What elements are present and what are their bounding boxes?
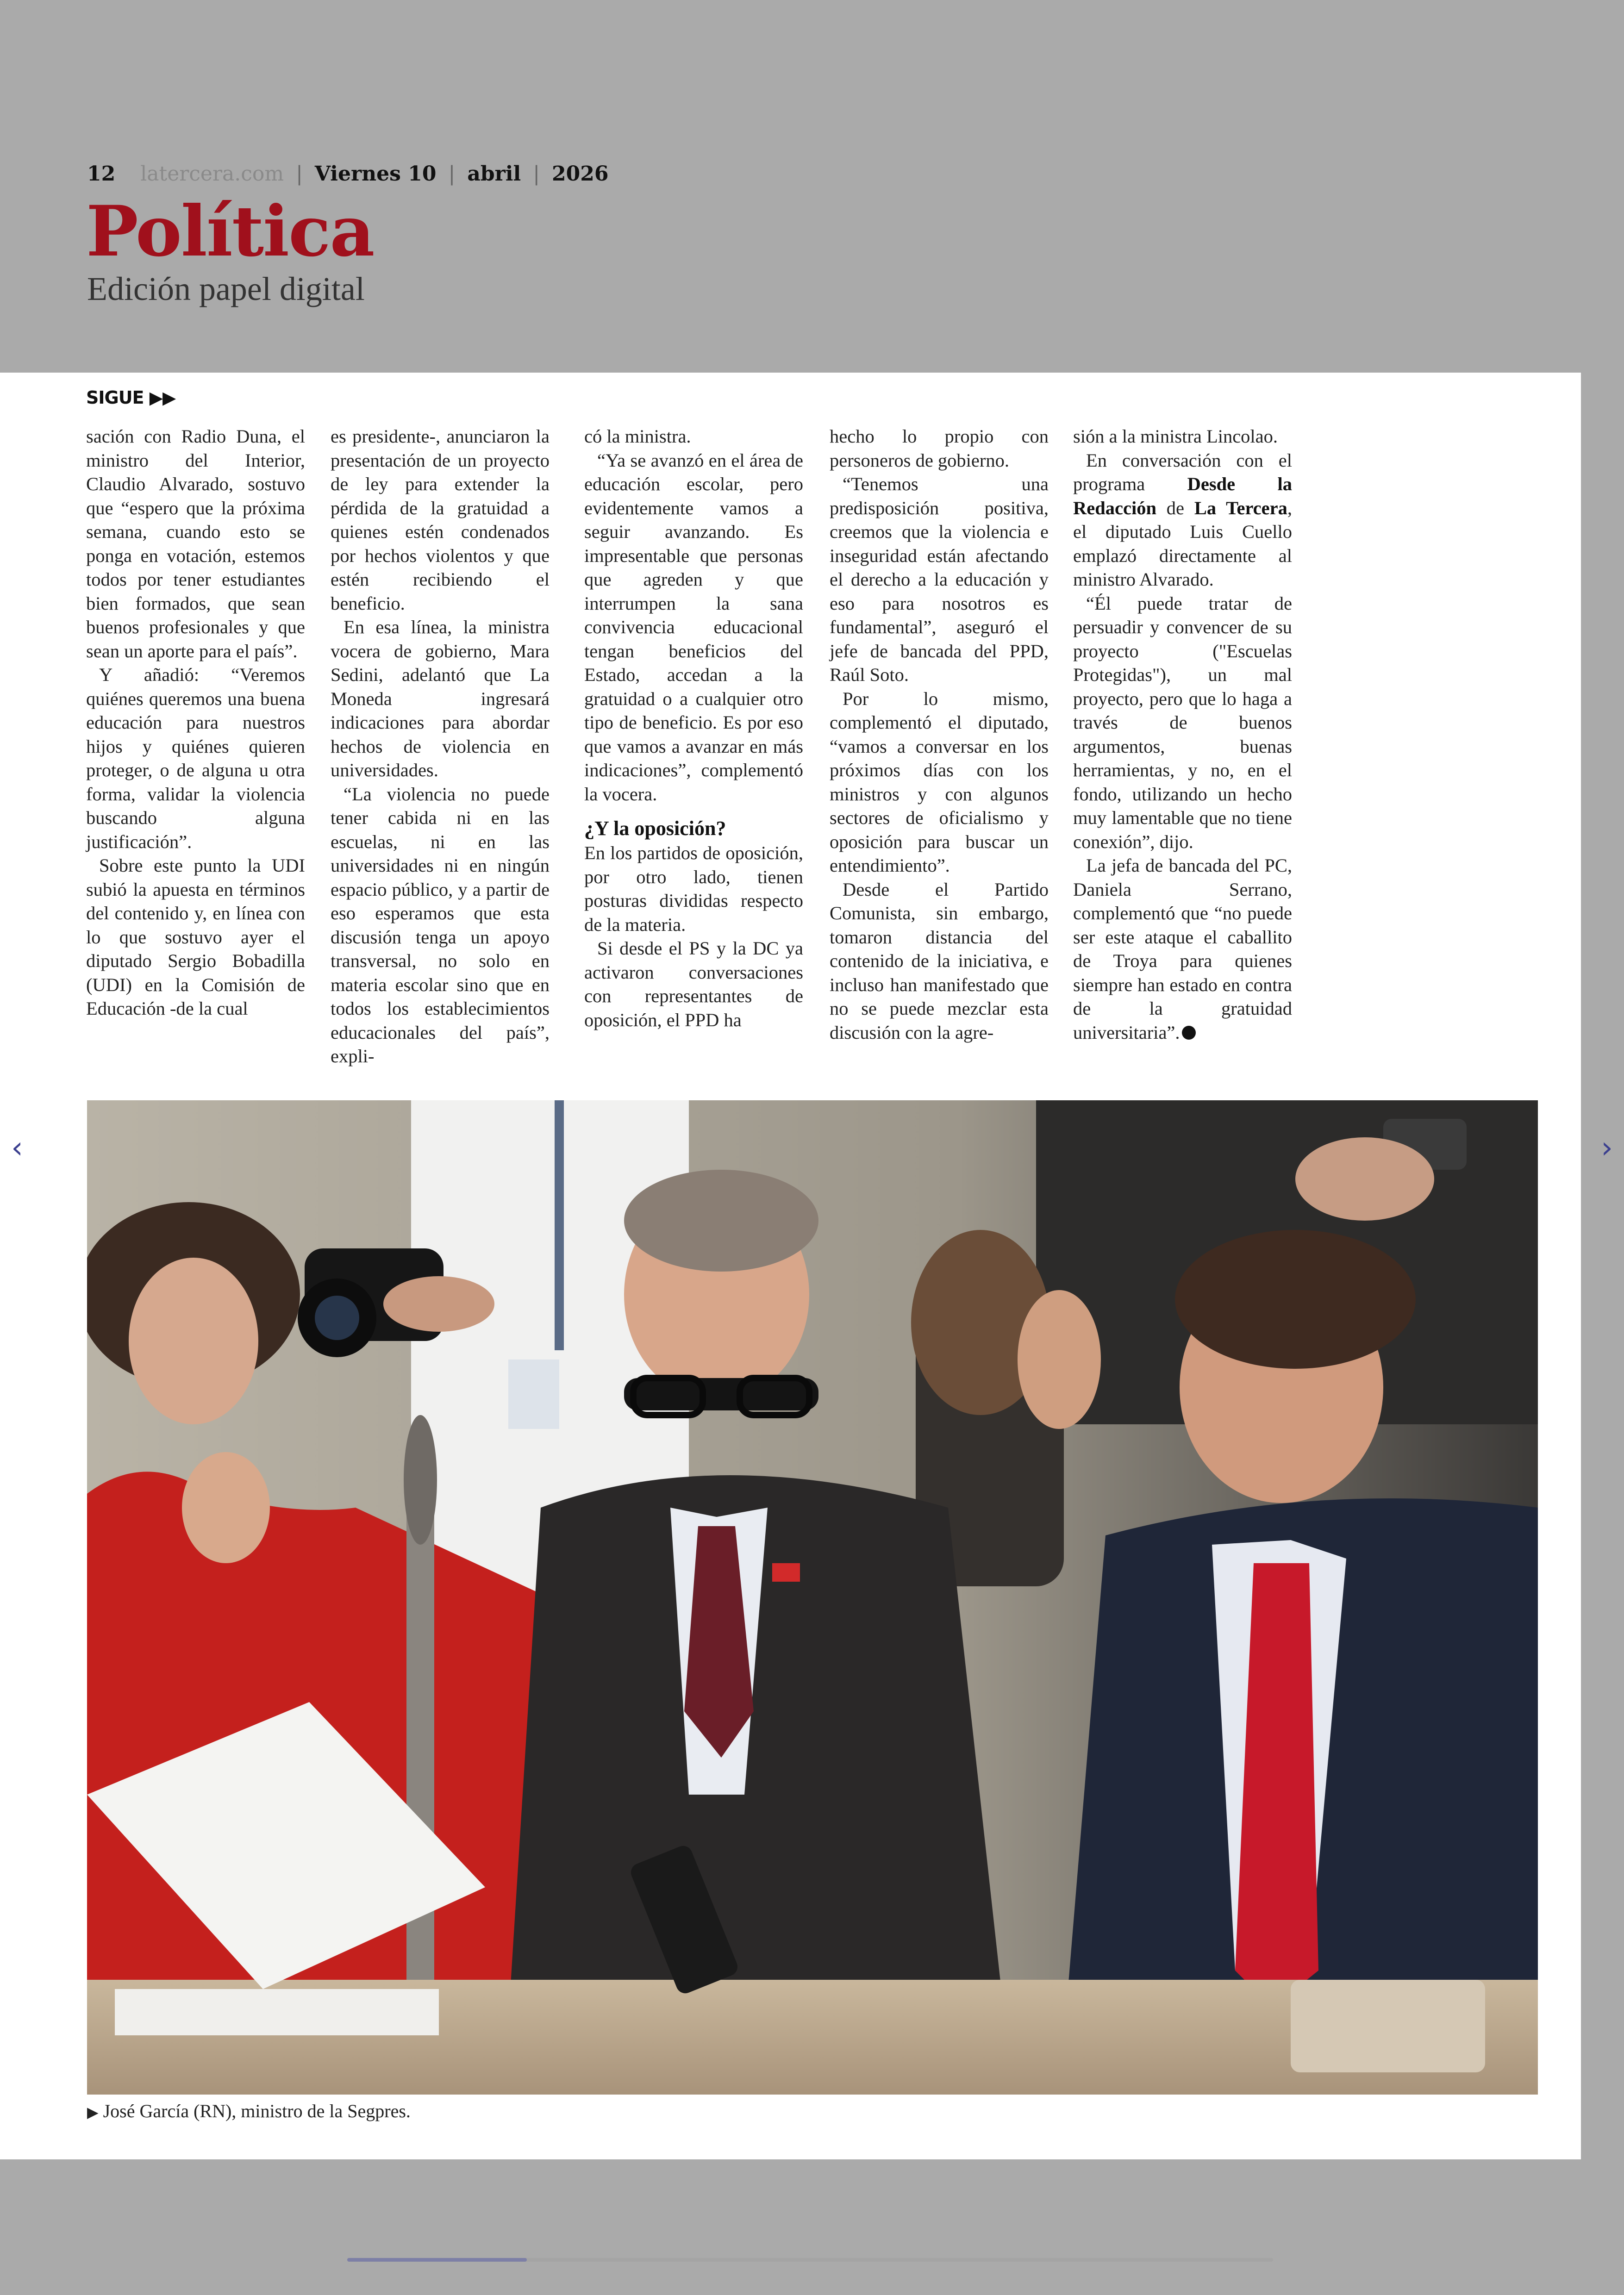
- paragraph: Por lo mismo, complementó el diputado, “vamos a conversar en los próximos días con los ministros y con algunos sectores de oficialismo y oposición para buscar un entendimiento”.: [830, 688, 1049, 876]
- paragraph: có la ministra.: [584, 426, 691, 447]
- paragraph: En esa línea, la ministra vocera de gobierno, Mara Sedini, adelantó que La Moneda ingresará indicaciones para abordar hechos de violencia en universidades.: [331, 617, 550, 780]
- photo-illustration: [87, 1100, 1538, 2095]
- paragraph: hecho lo propio con personeros de gobierno.: [830, 426, 1049, 471]
- chevron-right-icon: ›: [1601, 1131, 1613, 1165]
- site-name: latercera.com: [140, 162, 284, 186]
- next-page-button[interactable]: [1595, 1129, 1618, 1166]
- paragraph: sión a la ministra Lincolao.: [1073, 426, 1278, 447]
- caption-arrow-icon: ▶: [87, 2104, 99, 2120]
- article-column-5: [1073, 424, 1292, 1044]
- paragraph: “La violencia no puede tener cabida ni en las escuelas, ni en las universidades ni en ningún espacio público, y a partir de eso esperamos que esta discusión tenga un apoyo transversal, no solo en materia escolar sino que en todos los establecimientos educacionales del país”, expli-: [331, 783, 550, 1066]
- paragraph: Y añadió: “Veremos quiénes queremos una buena educación para nuestros hijos y quiénes quieren proteger, o de alguna u otra forma, validar la violencia buscando alguna justificación”.: [86, 664, 305, 852]
- page-header: [0, 0, 1624, 373]
- separator: |: [296, 162, 303, 186]
- date-day: Viernes 10: [314, 162, 437, 186]
- page-scrollbar-thumb[interactable]: [347, 2258, 527, 2262]
- edition-subtitle: Edición papel digital: [87, 270, 365, 307]
- date-month: abril: [467, 162, 521, 186]
- article-column-4: [830, 424, 1049, 1044]
- paragraph: sación con Radio Duna, el ministro del Interior, Claudio Alvarado, sostuvo que “espero que la próxima semana, cuando esto se ponga en votación, estemos todos por tener estudiantes bien formados, que sean buenos profesionales y que sean un aporte para el país”.: [86, 426, 305, 661]
- paragraph: “Ya se avanzó en el área de educación escolar, pero evidentemente vamos a seguir avanzando. Es impresentable que personas que agreden y que interrumpen la sana convivencia educacional tengan beneficios del Estado, accedan a la gratuidad o a cualquier otro tipo de beneficio. Es por eso que vamos a avanzar en más indicaciones”, complementó la vocera.: [584, 449, 803, 804]
- article-column-3: [584, 424, 803, 1032]
- page-number: 12: [87, 162, 116, 186]
- paragraph: Sobre este punto la UDI subió la apuesta en términos del contenido y, en línea con lo que sostuvo ayer el diputado Sergio Bobadilla (UDI) en la Comisión de Educación -de la cual: [86, 855, 305, 1019]
- separator: |: [533, 162, 540, 186]
- paragraph: “Él puede tratar de persuadir y convencer de su proyecto ("Escuelas Protegidas"), un mal proyecto, pero que lo haga a través de buenos argumentos, buenas herramientas, y no, en el fondo, utilizando un hecho muy lamentable que no tiene conexión”, dijo.: [1073, 592, 1292, 852]
- paragraph: es presidente-, anunciaron la presentación de un proyecto de ley para extender la pérdida de la gratuidad a quienes estén condenados por hechos violentos y que estén recibiendo el beneficio.: [331, 426, 550, 614]
- paragraph: La jefa de bancada del PC, Daniela Serrano, complementó que “no puede ser este ataque el caballito de Troya para quienes siempre han estado en contra de la gratuidad universitaria”.: [1073, 855, 1292, 1043]
- end-mark-icon: [1182, 1026, 1196, 1040]
- article-column-2: [331, 424, 550, 1068]
- article-column-1: [86, 424, 305, 1021]
- caption-text: José García (RN), ministro de la Segpres.: [103, 2101, 411, 2121]
- section-title: Política: [86, 191, 374, 272]
- paragraph: Si desde el PS y la DC ya activaron conversaciones con representantes de oposición, el PPD ha: [584, 938, 803, 1030]
- paragraph: En los partidos de oposición, por otro lado, tienen posturas divididas respecto de la materia.: [584, 842, 803, 935]
- subheading: ¿Y la oposición?: [584, 817, 726, 840]
- separator: |: [448, 162, 456, 186]
- paragraph: En conversación con el programa Desde la Redacción de La Tercera, el diputado Luis Cuello emplazó directamente al ministro Alvarado.: [1073, 449, 1292, 590]
- photo-caption: [87, 2100, 411, 2122]
- newspaper-page: [0, 373, 1581, 2159]
- date-year: 2026: [552, 162, 609, 186]
- continue-label: SIGUE ▶▶: [86, 387, 176, 408]
- previous-page-button[interactable]: [6, 1129, 29, 1166]
- folio-line: [87, 162, 609, 186]
- chevron-left-icon: ‹: [11, 1131, 23, 1165]
- paragraph: Desde el Partido Comunista, sin embargo, tomaron distancia del contenido de la iniciativa, e incluso han manifestado que no se puede mezclar esta discusión con la agre-: [830, 879, 1049, 1043]
- article-photo: [87, 1100, 1538, 2095]
- paragraph: “Tenemos una predisposición positiva, creemos que la violencia e inseguridad están afectando el derecho a la educación y eso para nosotros es fundamental”, aseguró el jefe de bancada del PPD, Raúl Soto.: [830, 474, 1049, 685]
